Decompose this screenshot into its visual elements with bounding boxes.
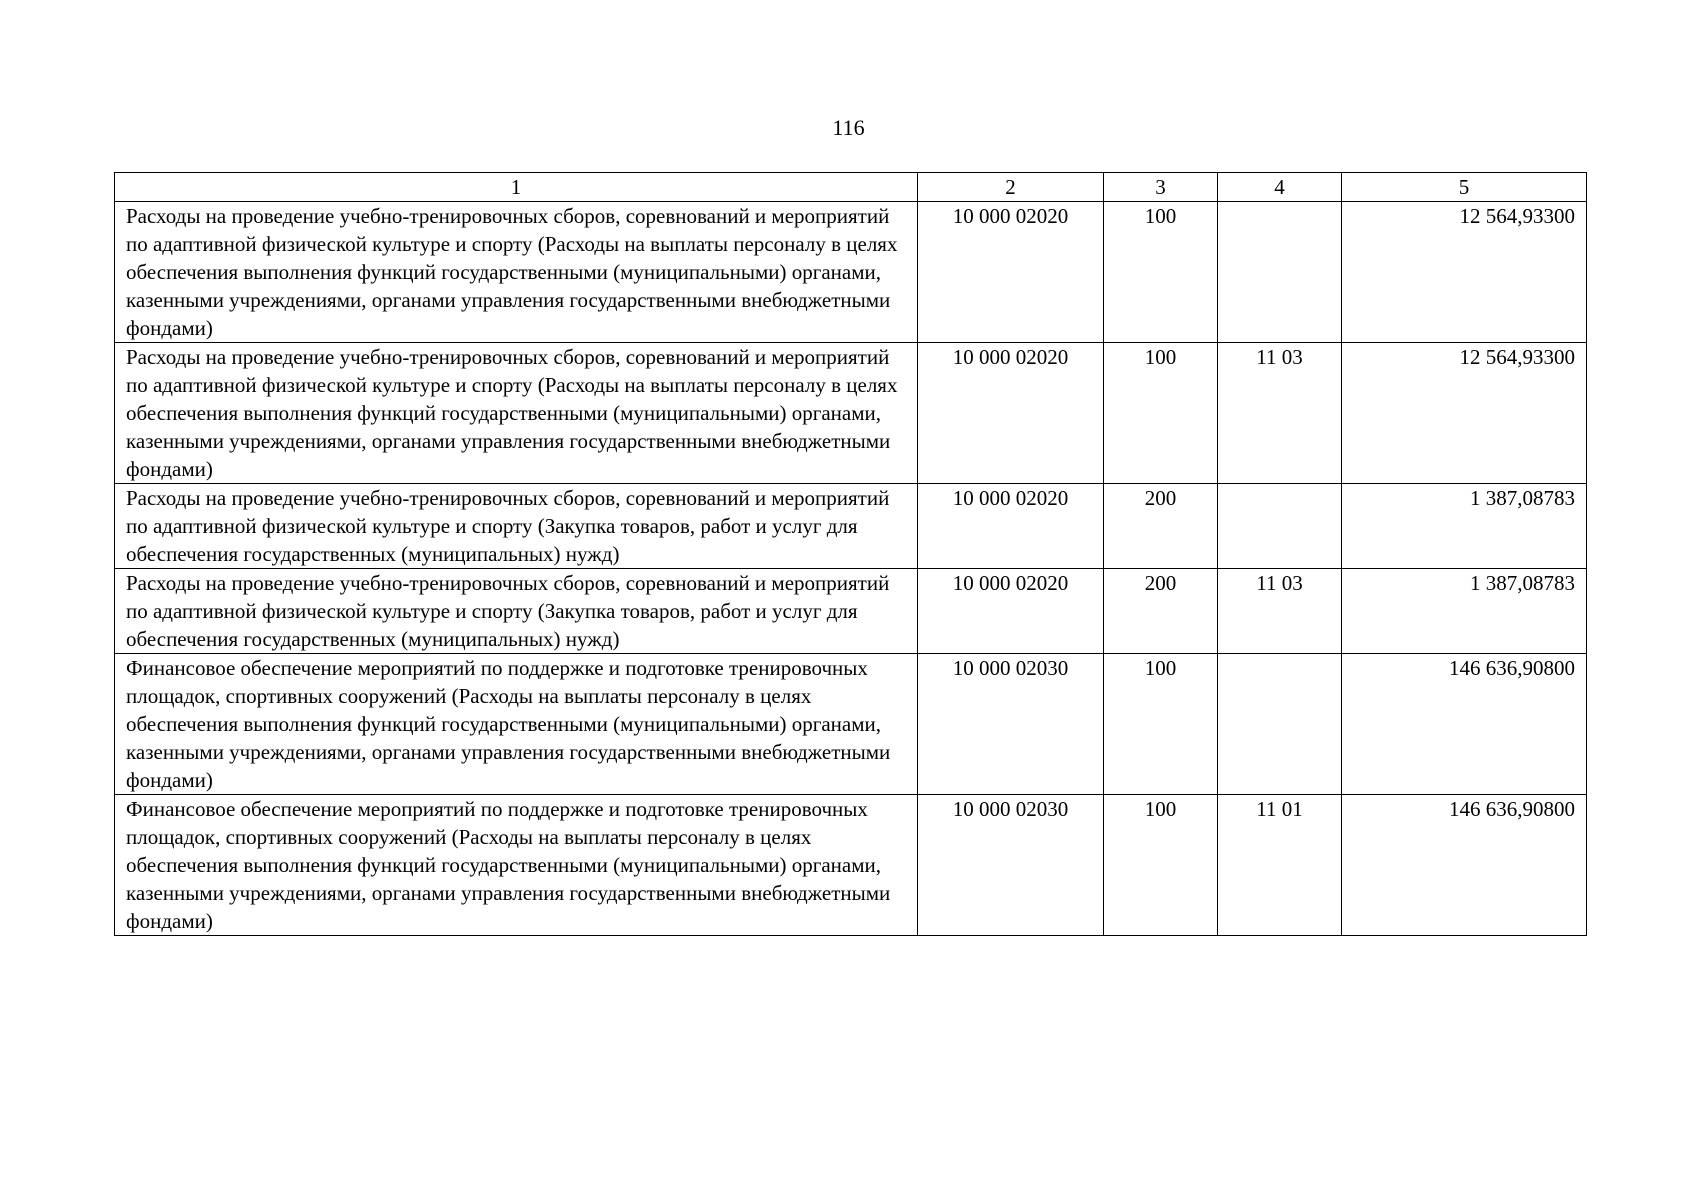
row-expense-type: 100 (1104, 202, 1218, 343)
row-description: Расходы на проведение учебно-тренировочных сборов, соревнований и мероприятий по адаптивной физической культуре и спорту (Расходы на выплаты персоналу в целях обеспечения выполнения функций государственными (муниципальными) органами, казенными учреждениями, органами управления государственными внебюджетными фондами) (115, 343, 918, 484)
row-amount: 1 387,08783 (1342, 569, 1587, 654)
row-amount: 1 387,08783 (1342, 484, 1587, 569)
table-header-row (115, 173, 1587, 202)
table-row (115, 795, 1587, 936)
row-amount: 12 564,93300 (1342, 202, 1587, 343)
row-target-code: 10 000 02030 (918, 795, 1104, 936)
row-section-code (1218, 654, 1342, 795)
page-number: 116 (832, 115, 865, 140)
row-description: Финансовое обеспечение мероприятий по поддержке и подготовке тренировочных площадок, спортивных сооружений (Расходы на выплаты персоналу в целях обеспечения выполнения функций государственными (муниципальными) органами, казенными учреждениями, органами управления государственными внебюджетными фондами) (115, 795, 918, 936)
table-row (115, 569, 1587, 654)
row-expense-type: 100 (1104, 654, 1218, 795)
row-target-code: 10 000 02020 (918, 202, 1104, 343)
row-description: Расходы на проведение учебно-тренировочных сборов, соревнований и мероприятий по адаптивной физической культуре и спорту (Закупка товаров, работ и услуг для обеспечения государственных (муниципальных) нужд) (115, 484, 918, 569)
row-target-code: 10 000 02020 (918, 569, 1104, 654)
row-target-code: 10 000 02020 (918, 484, 1104, 569)
row-expense-type: 100 (1104, 343, 1218, 484)
row-section-code: 11 01 (1218, 795, 1342, 936)
row-description: Финансовое обеспечение мероприятий по поддержке и подготовке тренировочных площадок, спортивных сооружений (Расходы на выплаты персоналу в целях обеспечения выполнения функций государственными (муниципальными) органами, казенными учреждениями, органами управления государственными внебюджетными фондами) (115, 654, 918, 795)
budget-table (114, 172, 1587, 936)
row-section-code (1218, 484, 1342, 569)
row-description: Расходы на проведение учебно-тренировочных сборов, соревнований и мероприятий по адаптивной физической культуре и спорту (Расходы на выплаты персоналу в целях обеспечения выполнения функций государственными (муниципальными) органами, казенными учреждениями, органами управления государственными внебюджетными фондами) (115, 202, 918, 343)
column-header: 4 (1218, 173, 1342, 202)
table-row (115, 343, 1587, 484)
column-header: 2 (918, 173, 1104, 202)
column-header: 5 (1342, 173, 1587, 202)
row-expense-type: 100 (1104, 795, 1218, 936)
column-header: 1 (115, 173, 918, 202)
row-section-code: 11 03 (1218, 343, 1342, 484)
row-target-code: 10 000 02020 (918, 343, 1104, 484)
row-amount: 12 564,93300 (1342, 343, 1587, 484)
row-amount: 146 636,90800 (1342, 795, 1587, 936)
table-row (115, 202, 1587, 343)
table-row (115, 654, 1587, 795)
table-row (115, 484, 1587, 569)
row-target-code: 10 000 02030 (918, 654, 1104, 795)
row-section-code (1218, 202, 1342, 343)
row-expense-type: 200 (1104, 484, 1218, 569)
row-expense-type: 200 (1104, 569, 1218, 654)
row-amount: 146 636,90800 (1342, 654, 1587, 795)
column-header: 3 (1104, 173, 1218, 202)
row-description: Расходы на проведение учебно-тренировочных сборов, соревнований и мероприятий по адаптивной физической культуре и спорту (Закупка товаров, работ и услуг для обеспечения государственных (муниципальных) нужд) (115, 569, 918, 654)
row-section-code: 11 03 (1218, 569, 1342, 654)
